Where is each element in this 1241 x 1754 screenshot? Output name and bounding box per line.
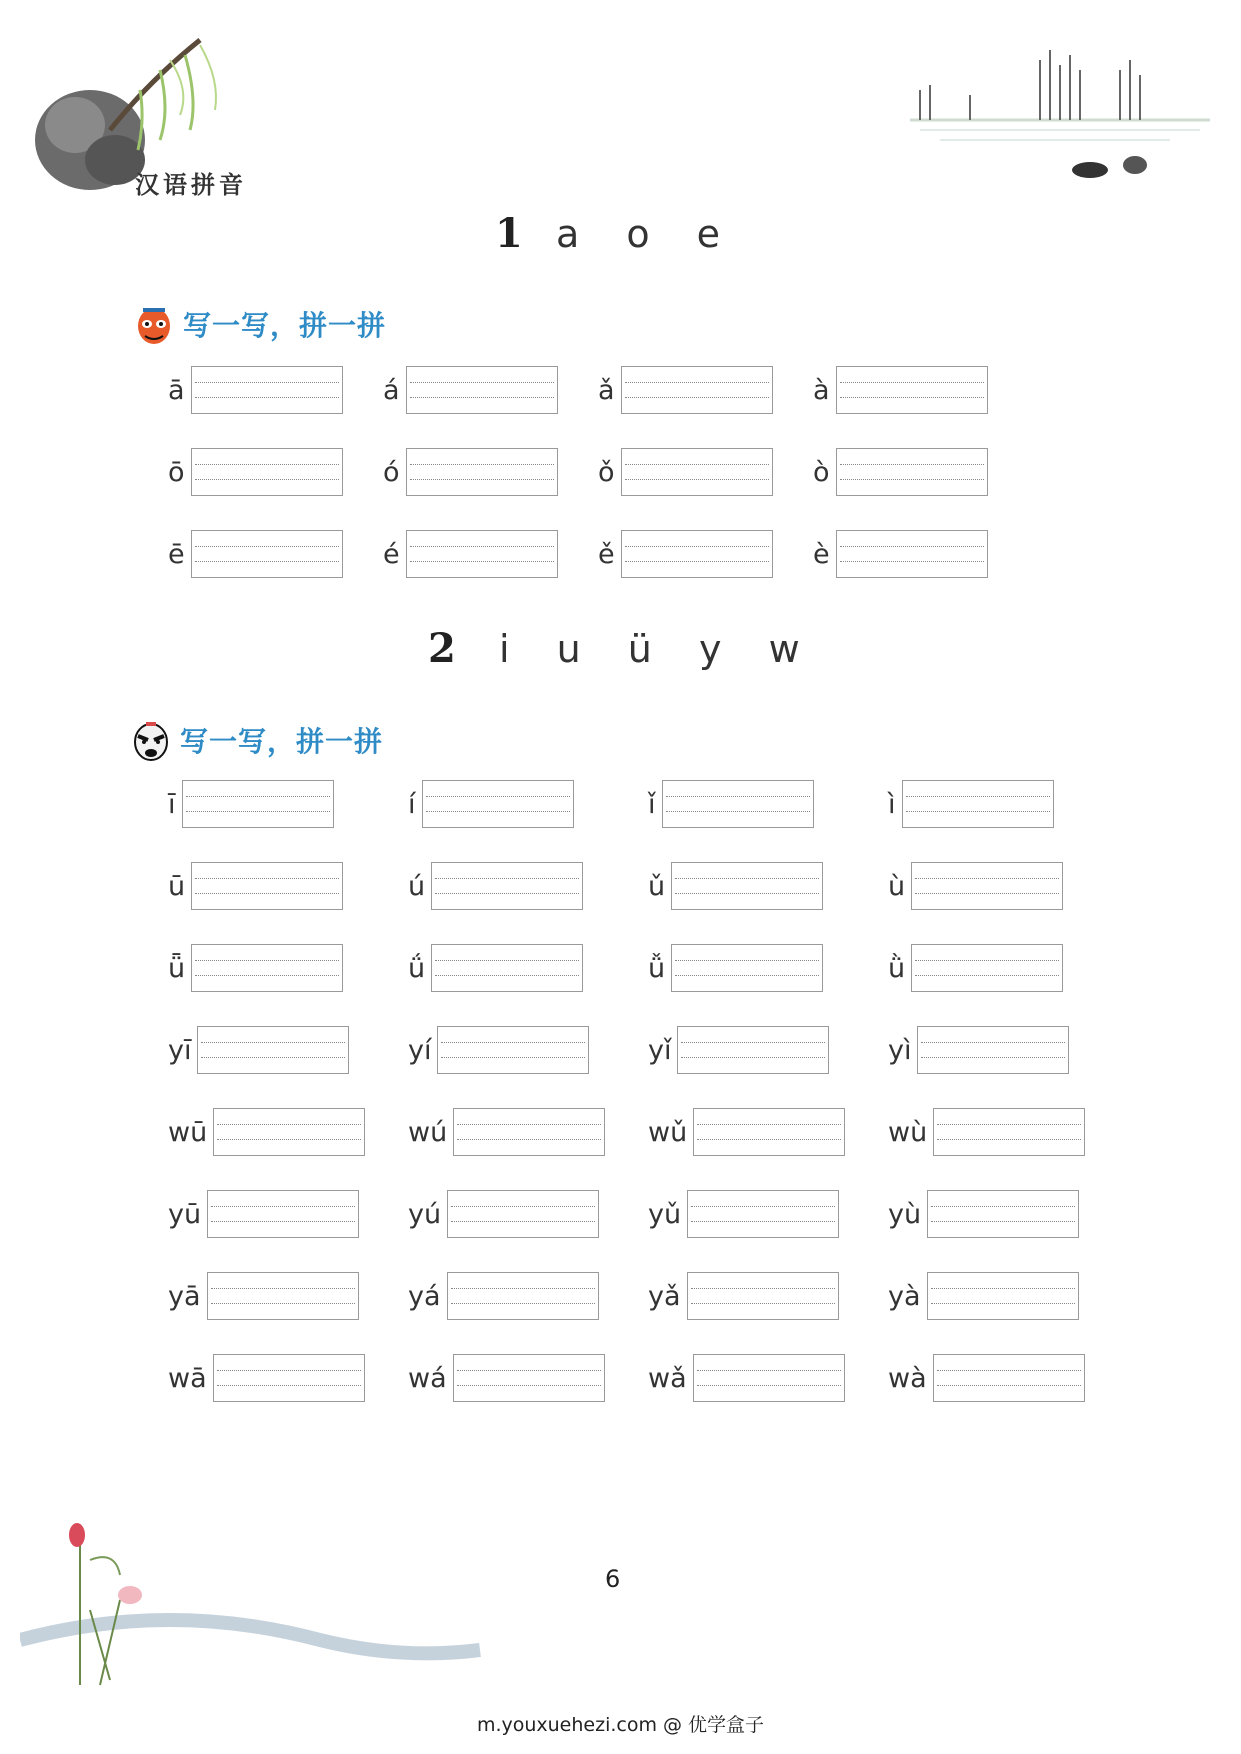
- opera-mask-icon: [135, 302, 173, 346]
- practice-cell: [648, 1108, 845, 1156]
- writing-box[interactable]: [693, 1108, 845, 1156]
- lesson2-letter: y: [698, 627, 722, 671]
- syllable-label: yū: [168, 1198, 202, 1230]
- practice-cell: [648, 1190, 839, 1238]
- practice-cell: [168, 862, 343, 910]
- practice-cell: [383, 366, 558, 414]
- practice-cell: [408, 780, 574, 828]
- practice-cell: [648, 944, 823, 992]
- writing-box[interactable]: [191, 944, 343, 992]
- writing-box[interactable]: [933, 1108, 1085, 1156]
- practice-cell: [648, 1272, 839, 1320]
- writing-box[interactable]: [406, 366, 558, 414]
- writing-box[interactable]: [687, 1190, 839, 1238]
- practice-cell: [408, 1190, 599, 1238]
- practice-cell: [408, 944, 583, 992]
- practice-cell: [408, 1272, 599, 1320]
- syllable-label: é: [383, 538, 400, 570]
- syllable-label: yá: [408, 1280, 441, 1312]
- syllable-label: ū: [168, 870, 186, 902]
- writing-box[interactable]: [911, 862, 1063, 910]
- syllable-label: è: [813, 538, 830, 570]
- practice-cell: [888, 944, 1063, 992]
- syllable-label: ǒ: [598, 456, 615, 488]
- syllable-label: ú: [408, 870, 426, 902]
- syllable-label: ō: [168, 456, 185, 488]
- lesson2-heading-text: 写一写，拼一拼: [180, 725, 384, 758]
- lesson2-number: 2: [428, 625, 456, 672]
- writing-box[interactable]: [662, 780, 814, 828]
- writing-box[interactable]: [902, 780, 1054, 828]
- writing-box[interactable]: [621, 448, 773, 496]
- practice-cell: [888, 1272, 1079, 1320]
- writing-box[interactable]: [182, 780, 334, 828]
- syllable-label: yā: [168, 1280, 201, 1312]
- practice-cell: [168, 1108, 365, 1156]
- writing-box[interactable]: [927, 1272, 1079, 1320]
- writing-box[interactable]: [406, 448, 558, 496]
- syllable-label: ī: [168, 788, 176, 820]
- syllable-label: wù: [888, 1116, 928, 1148]
- syllable-label: ó: [383, 456, 400, 488]
- writing-box[interactable]: [671, 862, 823, 910]
- writing-box[interactable]: [836, 448, 988, 496]
- syllable-label: ǎ: [598, 374, 615, 406]
- lesson1-letter: a: [555, 212, 580, 256]
- practice-cell: [408, 1108, 605, 1156]
- syllable-label: yǎ: [648, 1280, 681, 1312]
- writing-box[interactable]: [422, 780, 574, 828]
- writing-box[interactable]: [927, 1190, 1079, 1238]
- syllable-label: wǎ: [648, 1362, 687, 1394]
- practice-cell: [648, 1354, 845, 1402]
- writing-box[interactable]: [191, 530, 343, 578]
- writing-box[interactable]: [191, 366, 343, 414]
- lesson1-letter: o: [626, 212, 650, 256]
- writing-box[interactable]: [687, 1272, 839, 1320]
- footer-watermark: m.youxuehezi.com @ 优学盒子: [476, 1714, 765, 1736]
- lesson2-letter: ü: [627, 627, 652, 671]
- lesson1-letter: e: [696, 212, 721, 256]
- syllable-label: ǐ: [648, 788, 656, 820]
- writing-box[interactable]: [836, 530, 988, 578]
- page-number: 6: [605, 1565, 621, 1593]
- practice-cell: [168, 780, 334, 828]
- syllable-label: yǐ: [648, 1034, 672, 1066]
- syllable-label: yī: [168, 1034, 192, 1066]
- writing-box[interactable]: [213, 1108, 365, 1156]
- lesson1-heading-text: 写一写，拼一拼: [183, 309, 387, 342]
- header-label: 汉语拼音: [135, 170, 247, 199]
- practice-cell: [648, 780, 814, 828]
- practice-cell: [168, 366, 343, 414]
- writing-box[interactable]: [917, 1026, 1069, 1074]
- syllable-label: ě: [598, 538, 615, 570]
- writing-box[interactable]: [191, 862, 343, 910]
- syllable-label: wǔ: [648, 1116, 688, 1148]
- lake-trees-illustration: [910, 40, 1220, 220]
- writing-box[interactable]: [213, 1354, 365, 1402]
- practice-cell: [168, 1354, 365, 1402]
- lesson1-title: [495, 210, 720, 257]
- writing-box[interactable]: [911, 944, 1063, 992]
- syllable-label: à: [813, 374, 830, 406]
- practice-cell: [598, 448, 773, 496]
- practice-cell: [598, 366, 773, 414]
- writing-box[interactable]: [191, 448, 343, 496]
- syllable-label: ǜ: [888, 952, 906, 984]
- writing-box[interactable]: [431, 862, 583, 910]
- writing-box[interactable]: [677, 1026, 829, 1074]
- practice-cell: [888, 862, 1063, 910]
- syllable-label: á: [383, 374, 400, 406]
- writing-box[interactable]: [447, 1272, 599, 1320]
- syllable-label: í: [408, 788, 416, 820]
- lesson2-title: [428, 625, 800, 672]
- lesson1-heading: [135, 302, 386, 346]
- practice-cell: [888, 1108, 1085, 1156]
- writing-box[interactable]: [197, 1026, 349, 1074]
- practice-cell: [168, 1026, 349, 1074]
- lesson2-letter: i: [498, 627, 510, 671]
- lesson2-heading: [132, 718, 383, 762]
- syllable-label: wà: [888, 1362, 927, 1394]
- syllable-label: yú: [408, 1198, 442, 1230]
- practice-cell: [888, 780, 1054, 828]
- practice-cell: [888, 1190, 1079, 1238]
- practice-cell: [598, 530, 773, 578]
- lesson2-letter: u: [556, 627, 581, 671]
- syllable-label: ǔ: [648, 870, 666, 902]
- writing-box[interactable]: [933, 1354, 1085, 1402]
- writing-box[interactable]: [453, 1354, 605, 1402]
- syllable-label: ì: [888, 788, 896, 820]
- writing-box[interactable]: [836, 366, 988, 414]
- syllable-label: yì: [888, 1034, 912, 1066]
- practice-cell: [168, 530, 343, 578]
- practice-cell: [168, 944, 343, 992]
- syllable-label: yí: [408, 1034, 432, 1066]
- practice-cell: [168, 448, 343, 496]
- syllable-label: ē: [168, 538, 185, 570]
- writing-box[interactable]: [447, 1190, 599, 1238]
- writing-box[interactable]: [671, 944, 823, 992]
- syllable-label: ā: [168, 374, 185, 406]
- syllable-label: yù: [888, 1198, 922, 1230]
- writing-box[interactable]: [431, 944, 583, 992]
- writing-box[interactable]: [453, 1108, 605, 1156]
- syllable-label: wā: [168, 1362, 207, 1394]
- practice-cell: [383, 530, 558, 578]
- writing-box[interactable]: [406, 530, 558, 578]
- writing-box[interactable]: [693, 1354, 845, 1402]
- practice-cell: [408, 1026, 589, 1074]
- syllable-label: ù: [888, 870, 906, 902]
- writing-box[interactable]: [621, 366, 773, 414]
- lesson1-number: 1: [495, 210, 523, 257]
- writing-box[interactable]: [207, 1190, 359, 1238]
- syllable-label: yà: [888, 1280, 921, 1312]
- practice-cell: [813, 448, 988, 496]
- practice-cell: [888, 1354, 1085, 1402]
- lesson2-letter: w: [768, 627, 800, 671]
- practice-cell: [813, 366, 988, 414]
- syllable-label: wá: [408, 1362, 447, 1394]
- syllable-label: ò: [813, 456, 830, 488]
- practice-cell: [888, 1026, 1069, 1074]
- practice-cell: [383, 448, 558, 496]
- writing-box[interactable]: [621, 530, 773, 578]
- writing-box[interactable]: [437, 1026, 589, 1074]
- practice-cell: [408, 1354, 605, 1402]
- syllable-label: wū: [168, 1116, 208, 1148]
- syllable-label: ǘ: [408, 952, 426, 984]
- syllable-label: wú: [408, 1116, 448, 1148]
- syllable-label: ǖ: [168, 952, 186, 984]
- writing-box[interactable]: [207, 1272, 359, 1320]
- practice-cell: [168, 1190, 359, 1238]
- syllable-label: ǚ: [648, 952, 666, 984]
- practice-cell: [648, 1026, 829, 1074]
- practice-cell: [408, 862, 583, 910]
- practice-cell: [813, 530, 988, 578]
- lotus-illustration: [20, 1520, 490, 1690]
- syllable-label: yǔ: [648, 1198, 682, 1230]
- practice-cell: [648, 862, 823, 910]
- practice-cell: [168, 1272, 359, 1320]
- opera-mask-icon: [132, 718, 170, 762]
